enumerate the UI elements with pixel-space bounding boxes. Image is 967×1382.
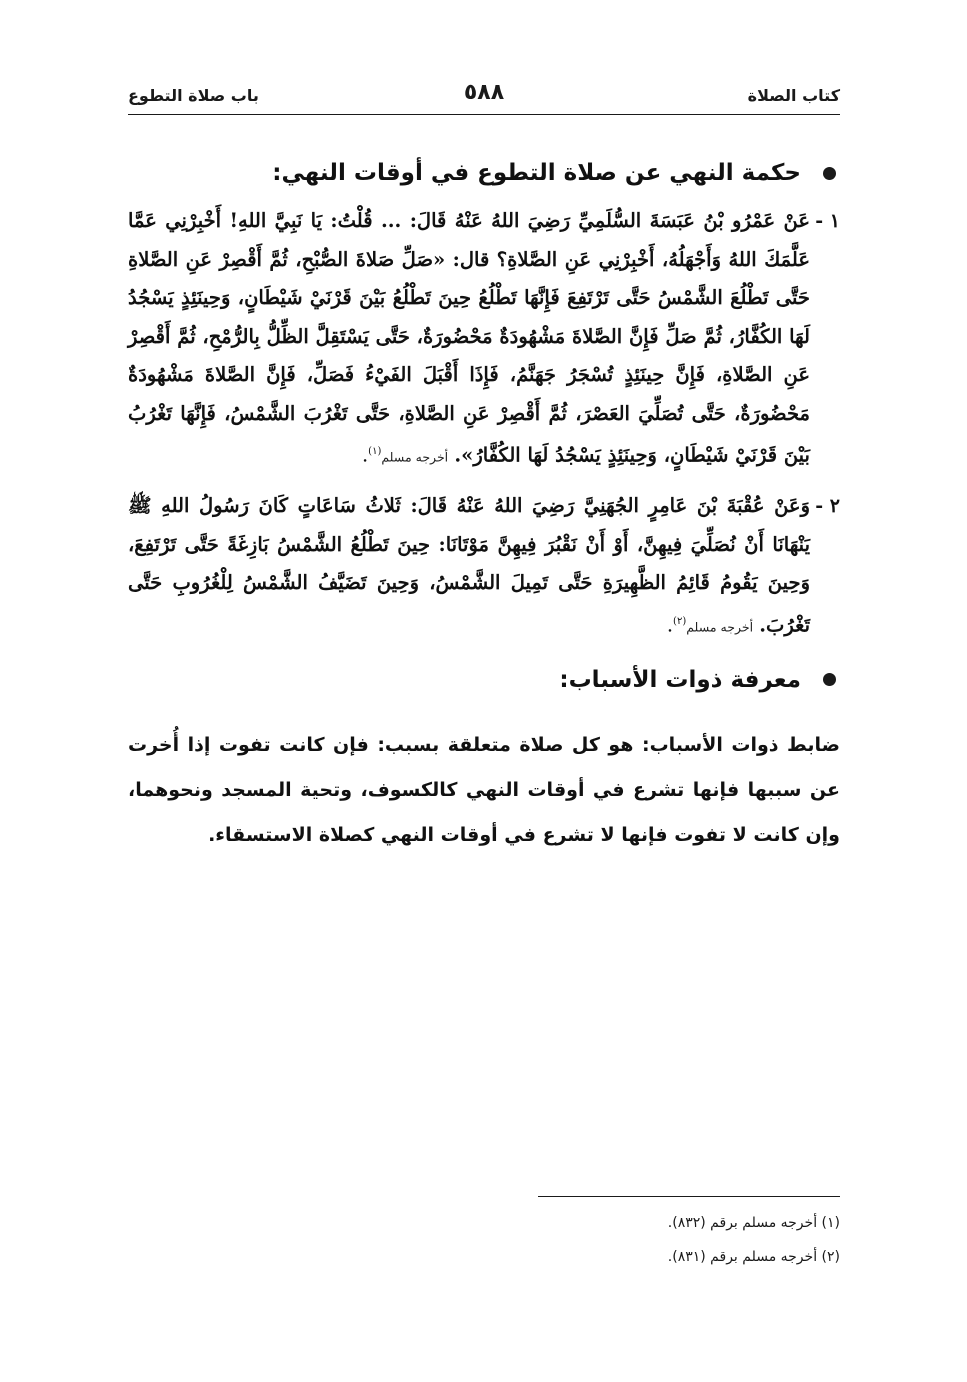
- footnote-item: (٢) أخرجه مسلم برقم (٨٣١).: [667, 1249, 840, 1265]
- section-heading-text: معرفة ذوات الأسباب:: [559, 666, 801, 693]
- hadith-item: ١ - عَنْ عَمْرُو بْنُ عَبَسَةَ السُّلَمِيِّ رَضِيَ اللهُ عَنْهُ قَالَ: ... قُلْتُ: يَا نَبِيَّ اللهِ! أَخْبِرْنِي عَمَّا عَلَّمَكَ اللهُ وَأَجْهَلُهُ، أَخْبِرْنِي عَنِ الصَّلاةِ؟ قال: «صَلِّ صَلاةَ الصُّبْحِ، ثُمَّ أَقْصِرْ عَنِ الصَّلاةِ حَتَّى تَطْلُعَ الشَّمْسُ حَتَّى تَرْتَفِعَ فَإِنَّهَا تَطْلُعُ حِينَ تَطْلُعُ بَيْنَ قَرْنَيْ شَيْطَانٍ، وَحِينَئِذٍ يَسْجُدُ لَهَا الكُفَّارُ، ثُمَّ صَلِّ فَإِنَّ الصَّلاةَ مَشْهُودَةٌ مَحْضُورَةٌ، حَتَّى يَسْتَقِلَّ الظِّلُّ بِالرُّمْحِ، ثُمَّ أَقْصِرْ عَنِ الصَّلاةِ، فَإِنَّ حِينَئِذٍ تُسْجَرُ جَهَنَّمُ، فَإِذَا أَقْبَلَ الفَيْءُ فَصَلِّ، فَإِنَّ الصَّلاةَ مَشْهُودَةٌ مَحْضُورَةٌ، حَتَّى تُصَلِّيَ العَصْرَ، ثُمَّ أَقْصِرْ عَنِ الصَّلاةِ، حَتَّى تَغْرُبَ الشَّمْسُ، فَإِنَّهَا تَغْرُبُ بَيْنَ قَرْنَيْ شَيْطَانٍ، وَحِينَئِذٍ يَسْجُدُ لَهَا الكُفَّارُ». أخرجه مسلم$^{(١)}$.: [128, 202, 840, 477]
- footnote-ref: (١): [368, 446, 382, 457]
- book-title: كتاب الصلاة: [747, 86, 840, 105]
- hadith-item: ٢ - وَعَنْ عُقْبَةَ بْنَ عَامِرٍ الجُهَنِيَّ رَضِيَ اللهُ عَنْهُ قَالَ: ثَلاثُ سَاعَاتٍ كَانَ رَسُولُ اللهِ ﷺ يَنْهَانَا أَنْ نُصَلِّيَ فِيهِنَّ، أَوْ أَنْ نَقْبُرَ فِيهِنَّ مَوْتَانَا: حِينَ تَطْلُعُ الشَّمْسُ بَازِغَةً حَتَّى تَرْتَفِعَ، وَحِينَ يَقُومُ قَائِمُ الظَّهِيرَةِ حَتَّى تَمِيلَ الشَّمْسُ، وَحِينَ تَضَيَّفُ الشَّمْسُ لِلْغُرُوبِ حَتَّى تَغْرُبَ. أخرجه مسلم$^{(٢)}$.: [128, 487, 840, 647]
- footnote-ref: (٢): [673, 615, 687, 627]
- section-heading-causes: [128, 657, 836, 703]
- hadith-source: أخرجه مسلم: [686, 619, 754, 634]
- footnote-divider: [538, 1196, 840, 1197]
- hadith-number: ١ -: [815, 210, 840, 232]
- chapter-title: باب صلاة التطوع: [128, 86, 259, 105]
- section-heading-wisdom: [128, 150, 836, 196]
- page-body: [128, 150, 840, 858]
- page-number: ٥٨٨: [463, 80, 505, 105]
- hadith-source: أخرجه مسلم: [381, 449, 449, 465]
- hadith-text: عَنْ عَمْرُو بْنُ عَبَسَةَ السُّلَمِيِّ رَضِيَ اللهُ عَنْهُ قَالَ: ... قُلْتُ: يَا نَبِيَّ اللهِ! أَخْبِرْنِي عَمَّا عَلَّمَكَ اللهُ وَأَجْهَلُهُ، أَخْبِرْنِي عَنِ الصَّلاةِ؟ قال: «صَلِّ صَلاةَ الصُّبْحِ، ثُمَّ أَقْصِرْ عَنِ الصَّلاةِ حَتَّى تَطْلُعَ الشَّمْسُ حَتَّى تَرْتَفِعَ فَإِنَّهَا تَطْلُعُ حِينَ تَطْلُعُ بَيْنَ قَرْنَيْ شَيْطَانٍ، وَحِينَئِذٍ يَسْجُدُ لَهَا الكُفَّارُ، ثُمَّ صَلِّ فَإِنَّ الصَّلاةَ مَشْهُودَةٌ مَحْضُورَةٌ، حَتَّى يَسْتَقِلَّ الظِّلُّ بِالرُّمْحِ، ثُمَّ أَقْصِرْ عَنِ الصَّلاةِ، فَإِنَّ حِينَئِذٍ تُسْجَرُ جَهَنَّمُ، فَإِذَا أَقْبَلَ الفَيْءُ فَصَلِّ، فَإِنَّ الصَّلاةَ مَشْهُودَةٌ مَحْضُورَةٌ، حَتَّى تُصَلِّيَ العَصْرَ، ثُمَّ أَقْصِرْ عَنِ الصَّلاةِ، حَتَّى تَغْرُبَ الشَّمْسُ، فَإِنَّهَا تَغْرُبُ بَيْنَ قَرْنَيْ شَيْطَانٍ، وَحِينَئِذٍ يَسْجُدُ لَهَا الكُفَّارُ».: [128, 209, 810, 467]
- footnotes: [128, 1206, 840, 1274]
- section-heading-text: حكمة النهي عن صلاة التطوع في أوقات النهي:: [272, 160, 801, 186]
- header-divider: [128, 114, 840, 115]
- hadith-number: ٢ -: [815, 495, 840, 517]
- footnote-item: (١) أخرجه مسلم برقم (٨٣٢).: [667, 1215, 840, 1231]
- hadith-text: وَعَنْ عُقْبَةَ بْنَ عَامِرٍ الجُهَنِيَّ رَضِيَ اللهُ عَنْهُ قَالَ: ثَلاثُ سَاعَاتٍ كَانَ رَسُولُ اللهِ ﷺ يَنْهَانَا أَنْ نُصَلِّيَ فِيهِنَّ، أَوْ أَنْ نَقْبُرَ فِيهِنَّ مَوْتَانَا: حِينَ تَطْلُعُ الشَّمْسُ بَازِغَةً حَتَّى تَرْتَفِعَ، وَحِينَ يَقُومُ قَائِمُ الظَّهِيرَةِ حَتَّى تَمِيلَ الشَّمْسُ، وَحِينَ تَضَيَّفُ الشَّمْسُ لِلْغُرُوبِ حَتَّى تَغْرُبَ.: [128, 494, 810, 636]
- bullet-icon: [823, 673, 836, 686]
- definition-paragraph: ضابط ذوات الأسباب: هو كل صلاة متعلقة بسبب: فإن كانت تفوت إذا أُخرت عن سببها فإنها تشرع في أوقات النهي كالكسوف، وتحية المسجد ونحوهما، وإن كانت لا تفوت فإنها لا تشرع في أوقات النهي كصلاة الاستسقاء.: [128, 733, 840, 846]
- bullet-icon: [823, 167, 836, 180]
